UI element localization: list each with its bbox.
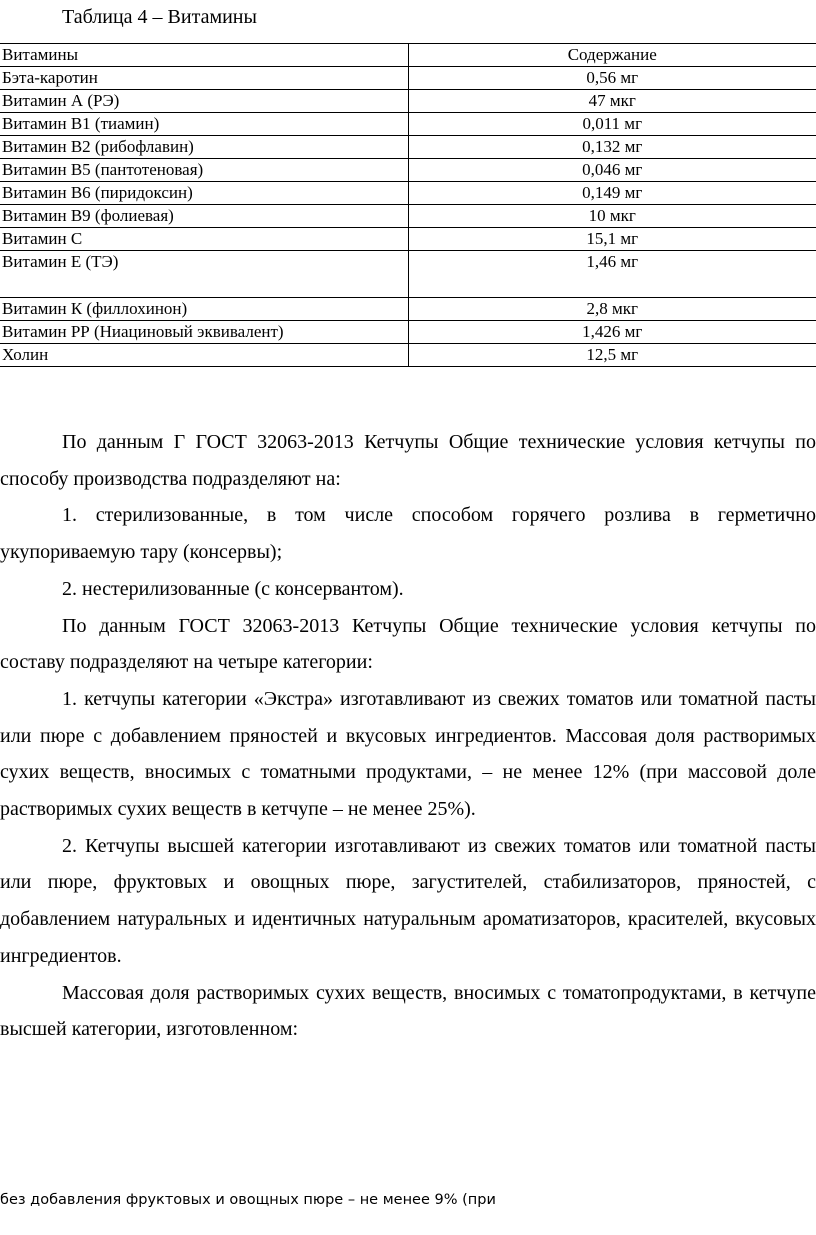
column-header-content: Содержание — [408, 44, 816, 67]
vitamin-name-cell: Витамин Е (ТЭ) — [0, 251, 408, 298]
table-row — [0, 90, 816, 113]
list-item: 1. кетчупы категории «Экстра» изготавливают из свежих томатов или томатной пасты или пюре с добавлением пряностей и вкусовых ингредиентов. Массовая доля растворимых сухих веществ, вносимых с томатными продуктами, – не менее 12% (при массовой доле растворимых сухих веществ в кетчупе – не менее 25%). — [0, 687, 816, 821]
paragraph: По данным ГОСТ 32063-2013 Кетчупы Общие технические условия кетчупы по составу подразделяют на четыре категории: — [0, 614, 816, 674]
vitamin-name-cell: Витамин РР (Ниациновый эквивалент) — [0, 321, 408, 344]
vitamin-amount-cell: 0,046 мг — [408, 159, 816, 182]
vitamin-name-cell: Витамин В2 (рибофлавин) — [0, 136, 408, 159]
vitamin-amount-cell: 1,426 мг — [408, 321, 816, 344]
vitamin-name-cell: Витамин В6 (пиридоксин) — [0, 182, 408, 205]
table-row — [0, 344, 816, 367]
table-row — [0, 136, 816, 159]
vitamin-name-cell: Витамин В5 (пантотеновая) — [0, 159, 408, 182]
column-header-vitamins: Витамины — [0, 44, 408, 67]
vitamin-amount-cell: 1,46 мг — [408, 251, 816, 298]
vitamin-name-cell: Витамин В1 (тиамин) — [0, 113, 408, 136]
vitamin-name-cell: Витамин С — [0, 228, 408, 251]
vitamin-name-cell: Витамин А (РЭ) — [0, 90, 408, 113]
table-header-row — [0, 44, 816, 67]
body-text — [0, 424, 816, 1048]
list-item: 1. стерилизованные, в том числе способом горячего розлива в герметично укупориваемую тару (консервы); — [0, 504, 816, 564]
vitamin-amount-cell: 0,132 мг — [408, 136, 816, 159]
vitamin-name-cell: Холин — [0, 344, 408, 367]
vitamin-name-cell: Бэта-каротин — [0, 67, 408, 90]
vitamin-name-cell: Витамин К (филлохинон) — [0, 298, 408, 321]
table-caption: Таблица 4 – Витамины — [62, 6, 257, 28]
vitamin-amount-cell: 0,56 мг — [408, 67, 816, 90]
table-row — [0, 67, 816, 90]
vitamins-table — [0, 43, 816, 367]
table-row — [0, 251, 816, 298]
paragraph: По данным Г ГОСТ 32063-2013 Кетчупы Общие технические условия кетчупы по способу производства подразделяют на: — [0, 431, 816, 490]
trailing-text-line: без добавления фруктовых и овощных пюре – не менее 9% (при — [0, 1192, 496, 1208]
table-row — [0, 205, 816, 228]
vitamin-amount-cell: 2,8 мкг — [408, 298, 816, 321]
table-row — [0, 113, 816, 136]
paragraph: Массовая доля растворимых сухих веществ, вносимых с томатопродуктами, в кетчупе высшей категории, изготовленном: — [0, 981, 816, 1041]
vitamin-amount-cell: 15,1 мг — [408, 228, 816, 251]
list-item: 2. нестерилизованные (с консервантом). — [62, 577, 404, 600]
table-row — [0, 298, 816, 321]
table-row — [0, 159, 816, 182]
list-item: 2. Кетчупы высшей категории изготавливают из свежих томатов или томатной пасты или пюре, фруктовых и овощных пюре, загустителей, стабилизаторов, пряностей, с добавлением натуральных и идентичных натуральным ароматизаторов, красителей, вкусовых ингредиентов. — [0, 834, 816, 967]
table-row — [0, 321, 816, 344]
vitamin-name-cell: Витамин В9 (фолиевая) — [0, 205, 408, 228]
vitamin-amount-cell: 10 мкг — [408, 205, 816, 228]
vitamin-amount-cell: 12,5 мг — [408, 344, 816, 367]
vitamin-amount-cell: 0,149 мг — [408, 182, 816, 205]
table-row — [0, 182, 816, 205]
vitamin-amount-cell: 0,011 мг — [408, 113, 816, 136]
vitamin-amount-cell: 47 мкг — [408, 90, 816, 113]
table-row — [0, 228, 816, 251]
